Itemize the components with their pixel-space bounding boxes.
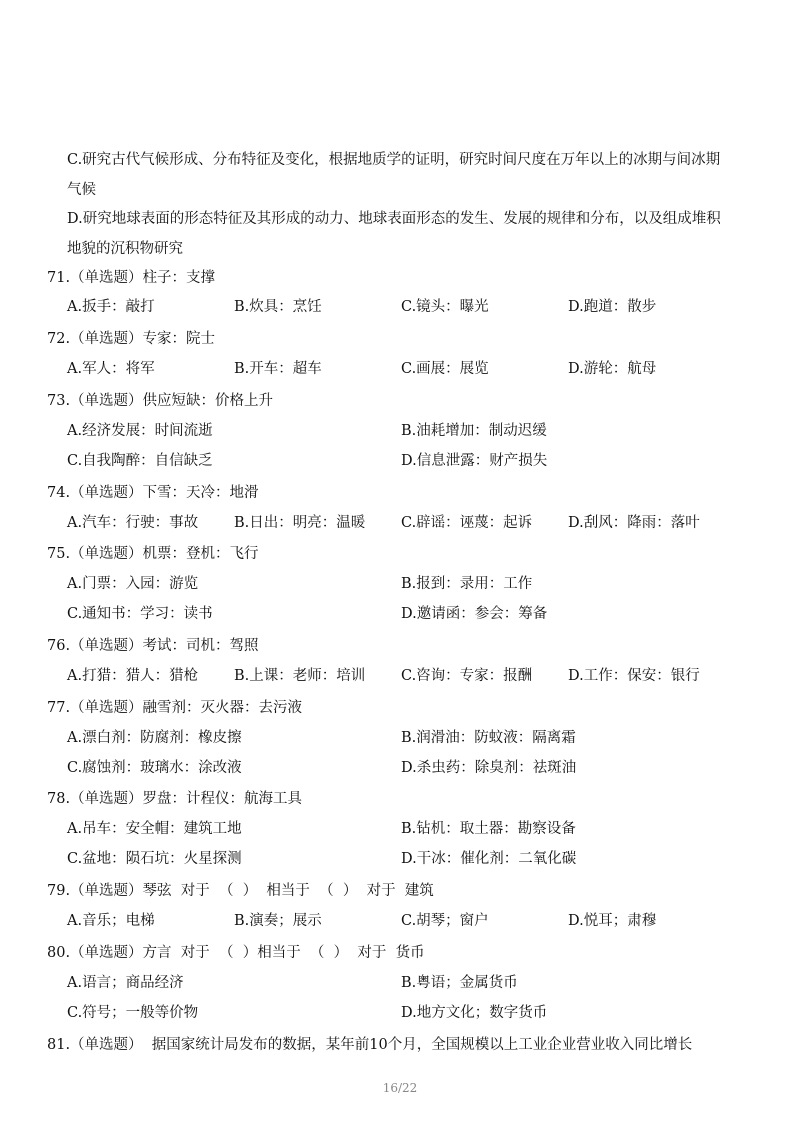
q76-option-d: D.工作：保安：银行 [568, 668, 700, 684]
q77-option-b: B.润滑油：防蚊液：隔离霜 [401, 730, 576, 746]
question-73-stem: 73.（单选题）供应短缺：价格上升 [47, 393, 274, 409]
q79-option-b: B.演奏；展示 [234, 913, 322, 929]
q79-option-d: D.悦耳；肃穆 [568, 913, 657, 929]
q71-option-a: A.扳手：敲打 [67, 299, 155, 315]
q71-option-b: B.炊具：烹饪 [234, 299, 322, 315]
option-d-text-line1: D.研究地球表面的形态特征及其形成的动力、地球表面形态的发生、发展的规律和分布，以及组成堆积 [67, 211, 721, 227]
q80-option-c: C.符号；一般等价物 [67, 1005, 199, 1021]
q76-option-c: C.咨询：专家：报酬 [401, 668, 533, 684]
option-d-text-line2: 地貌的沉积物研究 [67, 241, 183, 257]
q75-option-a: A.门票：入园：游览 [67, 576, 199, 592]
q72-option-b: B.开车：超车 [234, 361, 322, 377]
q73-option-b: B.油耗增加：制动迟缓 [401, 423, 547, 439]
q71-option-c: C.镜头：曝光 [401, 299, 489, 315]
q79-option-a: A.音乐；电梯 [67, 913, 155, 929]
question-78-stem: 78.（单选题）罗盘：计程仪：航海工具 [47, 791, 303, 807]
q75-option-d: D.邀请函：参会：筹备 [401, 606, 548, 622]
q78-option-d: D.干冰：催化剂：二氧化碳 [401, 851, 577, 867]
q72-option-a: A.军人：将军 [67, 361, 155, 377]
q76-option-a: A.打猎：猎人：猎枪 [67, 668, 199, 684]
q77-option-d: D.杀虫药：除臭剂：祛斑油 [401, 760, 577, 776]
q74-option-b: B.日出：明亮：温暖 [234, 515, 366, 531]
q74-option-c: C.辟谣：诬蔑：起诉 [401, 515, 533, 531]
q73-option-a: A.经济发展：时间流逝 [67, 423, 213, 439]
q77-option-a: A.漂白剂：防腐剂：橡皮擦 [67, 730, 242, 746]
question-77-stem: 77.（单选题）融雪剂：灭火器：去污液 [47, 700, 303, 716]
q78-option-c: C.盆地：陨石坑：火星探测 [67, 851, 242, 867]
q73-option-c: C.自我陶醉：自信缺乏 [67, 453, 213, 469]
q80-option-b: B.粤语；金属货币 [401, 975, 518, 991]
q74-option-d: D.刮风：降雨：落叶 [568, 515, 700, 531]
question-75-stem: 75.（单选题）机票：登机：飞行 [47, 546, 259, 562]
q75-option-b: B.报到：录用：工作 [401, 576, 533, 592]
q76-option-b: B.上课：老师：培训 [234, 668, 366, 684]
q79-option-c: C.胡琴；窗户 [401, 913, 489, 929]
q80-option-d: D.地方文化；数字货币 [401, 1005, 548, 1021]
question-81-stem: 81.（单选题） 据国家统计局发布的数据，某年前10个月，全国规模以上工业企业营业收入同比增长 [47, 1037, 693, 1053]
question-72-stem: 72.（单选题）专家：院士 [47, 331, 216, 347]
option-c-text-line1: C.研究古代气候形成、分布特征及变化，根据地质学的证明，研究时间尺度在万年以上的冰期与间冰期 [67, 152, 721, 168]
question-76-stem: 76.（单选题）考试：司机：驾照 [47, 638, 259, 654]
question-71-stem: 71.（单选题）柱子：支撑 [47, 270, 216, 286]
q77-option-c: C.腐蚀剂：玻璃水：涂改液 [67, 760, 242, 776]
page-number: 16/22 [382, 1081, 418, 1095]
question-79-stem: 79.（单选题）琴弦 对于 （ ） 相当于 （ ） 对于 建筑 [47, 883, 434, 899]
q75-option-c: C.通知书：学习：读书 [67, 606, 213, 622]
q71-option-d: D.跑道：散步 [568, 299, 657, 315]
option-c-text-line2: 气候 [67, 182, 96, 198]
question-80-stem: 80.（单选题）方言 对于 （ ）相当于 （ ） 对于 货币 [47, 945, 425, 961]
q73-option-d: D.信息泄露：财产损失 [401, 453, 548, 469]
question-74-stem: 74.（单选题）下雪：天冷：地滑 [47, 485, 259, 501]
q72-option-c: C.画展：展览 [401, 361, 489, 377]
q74-option-a: A.汽车：行驶：事故 [67, 515, 199, 531]
q80-option-a: A.语言；商品经济 [67, 975, 184, 991]
q78-option-a: A.吊车：安全帽：建筑工地 [67, 821, 242, 837]
q78-option-b: B.钻机：取土器：勘察设备 [401, 821, 576, 837]
q72-option-d: D.游轮：航母 [568, 361, 657, 377]
